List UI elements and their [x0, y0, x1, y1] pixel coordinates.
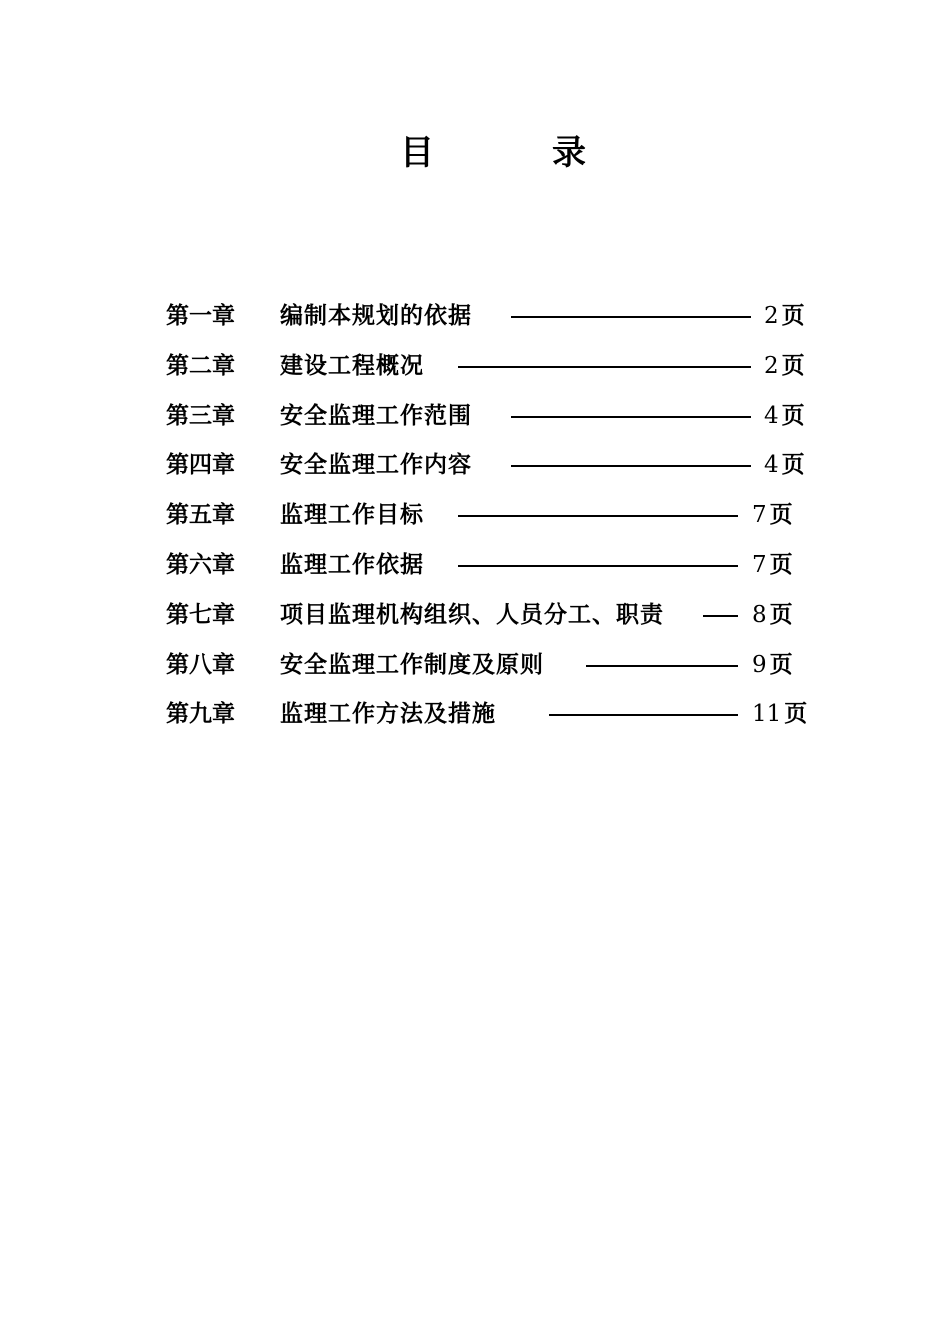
toc-page-unit: 页 [781, 401, 805, 429]
toc-leader [458, 366, 751, 368]
toc-title: 监理工作目标 [280, 501, 424, 529]
toc-page-unit: 页 [781, 451, 805, 479]
toc-page [752, 590, 793, 640]
title-char-1: 目 [400, 133, 434, 173]
toc-leader [549, 714, 738, 716]
toc-leader [511, 316, 751, 318]
toc-title: 安全监理工作内容 [280, 451, 472, 479]
toc-leader [511, 416, 751, 418]
toc-chapter: 第二章 [166, 351, 235, 379]
toc-page [764, 341, 805, 391]
toc-page [752, 490, 793, 540]
toc-page-unit: 页 [769, 501, 793, 529]
toc-title: 编制本规划的依据 [280, 302, 472, 329]
toc-chapter: 第七章 [166, 600, 235, 628]
toc-chapter: 第三章 [166, 401, 235, 429]
table-of-contents [166, 291, 826, 739]
toc-page-number: 2 [764, 303, 779, 329]
toc-page-number: 4 [764, 452, 779, 479]
page-title [0, 128, 950, 178]
toc-page-unit: 页 [769, 600, 793, 628]
toc-entry-9[interactable] [166, 689, 826, 739]
toc-leader [586, 665, 738, 667]
toc-entry-7[interactable] [166, 590, 826, 640]
toc-entry-3[interactable] [166, 391, 826, 441]
toc-page [764, 291, 805, 341]
title-char-2: 录 [552, 133, 586, 173]
toc-chapter: 第九章 [166, 700, 235, 728]
toc-entry-2[interactable] [166, 341, 826, 391]
toc-page-number: 4 [764, 402, 779, 429]
toc-page-unit: 页 [781, 302, 805, 329]
toc-chapter: 第四章 [166, 451, 235, 479]
toc-entry-1[interactable] [166, 291, 826, 341]
toc-page [764, 391, 805, 441]
toc-title: 安全监理工作制度及原则 [280, 650, 544, 678]
toc-page-unit: 页 [769, 650, 793, 678]
toc-page-number: 7 [752, 551, 767, 578]
toc-entry-4[interactable] [166, 440, 826, 490]
toc-page-unit: 页 [781, 351, 805, 379]
toc-chapter: 第六章 [166, 550, 235, 578]
toc-leader [703, 615, 738, 617]
toc-page-unit: 页 [769, 550, 793, 578]
toc-page [752, 640, 793, 690]
toc-entry-6[interactable] [166, 540, 826, 590]
toc-chapter: 第五章 [166, 501, 235, 529]
toc-entry-5[interactable] [166, 490, 826, 540]
toc-page-number: 7 [752, 502, 767, 529]
toc-chapter: 第一章 [166, 302, 235, 329]
toc-title: 建设工程概况 [280, 351, 424, 379]
toc-page [764, 440, 805, 490]
toc-page-unit: 页 [784, 700, 808, 728]
toc-page [752, 540, 793, 590]
toc-leader [458, 515, 738, 517]
toc-title: 监理工作方法及措施 [280, 700, 496, 728]
toc-title: 项目监理机构组织、人员分工、职责 [280, 600, 664, 628]
toc-title: 安全监理工作范围 [280, 401, 472, 429]
toc-leader [458, 565, 738, 567]
toc-title: 监理工作依据 [280, 550, 424, 578]
toc-page-number: 9 [752, 651, 767, 678]
toc-leader [511, 465, 751, 467]
toc-page-number: 11 [752, 701, 782, 728]
toc-page-number: 2 [764, 352, 779, 379]
toc-page-number: 8 [752, 601, 767, 628]
toc-chapter: 第八章 [166, 650, 235, 678]
toc-page [752, 689, 807, 739]
toc-entry-8[interactable] [166, 640, 826, 690]
